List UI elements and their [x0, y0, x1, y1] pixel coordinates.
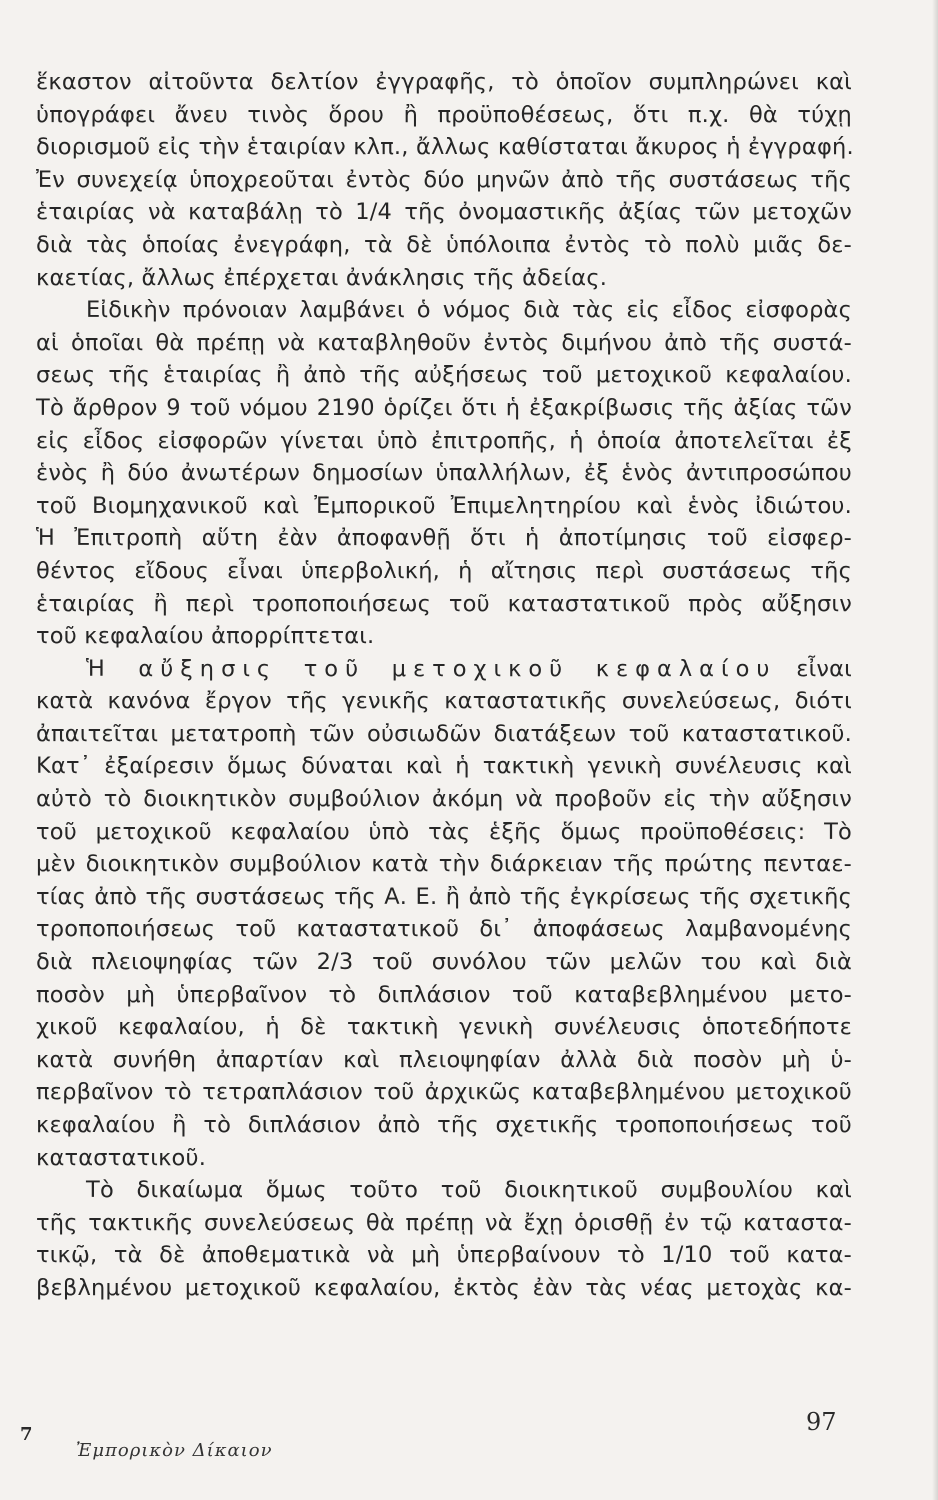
text-line: εἰς εἶδος εἰσφορῶν γίνεται ὑπὸ ἐπιτροπῆς, ἡ ὁποία ἀποτελεῖται ἐξ	[36, 427, 852, 454]
text-line: ἑταιρίας νὰ καταβάλῃ τὸ 1/4 τῆς ὀνομαστικῆς ἀξίας τῶν μετοχῶν	[36, 199, 852, 226]
text-line: Τὸ δικαίωμα ὅμως τοῦτο τοῦ διοικητικοῦ συμβουλίου καὶ	[86, 1177, 852, 1204]
text-line: διὰ τὰς ὁποίας ἐνεγράφη, τὰ δὲ ὑπόλοιπα ἐντὸς τὸ πολὺ μιᾶς δε-	[36, 231, 852, 258]
text-line: Ἐν συνεχείᾳ ὑποχρεοῦται ἐντὸς δύο μηνῶν ἀπὸ τῆς συστάσεως τῆς	[36, 166, 852, 193]
text-line: ἕκαστον αἰτοῦντα δελτίον ἐγγραφῆς, τὸ ὁποῖον συμπληρώνει καὶ	[36, 69, 852, 95]
text-line: ἑταιρίας ἢ περὶ τροποποιήσεως τοῦ καταστατικοῦ πρὸς αὔξησιν	[36, 590, 852, 617]
text-line: αὐτὸ τὸ διοικητικὸν συμβούλιον ἀκόμη νὰ προβοῦν εἰς τὴν αὔξησιν	[36, 786, 852, 813]
text-line: διορισμοῦ εἰς τὴν ἑταιρίαν κλπ., ἄλλως καθίσταται ἄκυρος ἡ ἐγγραφή.	[36, 134, 854, 161]
text-line: αἱ ὁποῖαι θὰ πρέπῃ νὰ καταβληθοῦν ἐντὸς διμήνου ἀπὸ τῆς συστά-	[36, 329, 852, 356]
emphasized-phrase: Ἡ αὔξησις τοῦ μετοχικοῦ κεφαλαίου	[86, 655, 777, 682]
text-line: τίας ἀπὸ τῆς συστάσεως τῆς Α. Ε. ἢ ἀπὸ τῆς ἐγκρίσεως τῆς σχετικῆς	[36, 883, 852, 910]
text-line: Ἡ Ἐπιτροπὴ αὕτη ἐὰν ἀποφανθῇ ὅτι ἡ ἀποτίμησις τοῦ εἰσφερ-	[36, 525, 852, 552]
text-line: κατὰ κανόνα ἔργον τῆς γενικῆς καταστατικῆς συνελεύσεως, διότι	[36, 688, 852, 715]
body-text	[36, 66, 852, 1305]
text-line: τοῦ κεφαλαίου ἀπορρίπτεται.	[36, 623, 375, 650]
text-line: ποσὸν μὴ ὑπερβαῖνον τὸ διπλάσιον τοῦ καταβεβλημένου μετο-	[36, 981, 852, 1008]
text-line: ἀπαιτεῖται μετατροπὴ τῶν οὐσιωδῶν διατάξεων τοῦ καταστατικοῦ.	[36, 720, 852, 747]
text-line: τοῦ μετοχικοῦ κεφαλαίου ὑπὸ τὰς ἑξῆς ὅμως προϋποθέσεις: Τὸ	[36, 818, 852, 845]
page-edge-shadow	[932, 0, 938, 1500]
text-line: σεως τῆς ἑταιρίας ἢ ἀπὸ τῆς αὐξήσεως τοῦ μετοχικοῦ κεφαλαίου.	[36, 362, 852, 389]
page-number: 97	[806, 1408, 837, 1436]
text-line: καετίας, ἄλλως ἐπέρχεται ἀνάκλησις τῆς ἀδείας.	[36, 264, 608, 291]
text-line: θέντος εἴδους εἶναι ὑπερβολική, ἡ αἴτησις περὶ συστάσεως τῆς	[36, 557, 852, 584]
emphasis-line-rest: εἶναι	[796, 655, 852, 682]
signature-mark: 7	[20, 1424, 33, 1445]
text-line: κατὰ συνήθη ἀπαρτίαν καὶ πλειοψηφίαν ἀλλὰ διὰ ποσὸν μὴ ὑ-	[36, 1046, 852, 1073]
text-line: τροποποιήσεως τοῦ καταστατικοῦ δι᾿ ἀποφάσεως λαμβανομένης	[36, 916, 852, 943]
text-line: μὲν διοικητικὸν συμβούλιον κατὰ τὴν διάρκειαν τῆς πρώτης πενταε-	[36, 851, 852, 878]
text-line: περβαῖνον τὸ τετραπλάσιον τοῦ ἀρχικῶς καταβεβλημένου μετοχικοῦ	[36, 1079, 852, 1106]
text-line: κεφαλαίου ἢ τὸ διπλάσιον ἀπὸ τῆς σχετικῆς τροποποιήσεως τοῦ	[36, 1112, 852, 1138]
text-line: καταστατικοῦ.	[36, 1144, 207, 1171]
text-line: Τὸ ἄρθρον 9 τοῦ νόμου 2190 ὁρίζει ὅτι ἡ ἐξακρίβωσις τῆς ἀξίας τῶν	[36, 394, 852, 421]
text-line: Κατ᾿ ἐξαίρεσιν ὅμως δύναται καὶ ἡ τακτικὴ γενικὴ συνέλευσις καὶ	[36, 753, 852, 780]
text-line: τικῷ, τὰ δὲ ἀποθεματικὰ νὰ μὴ ὑπερβαίνουν τὸ 1/10 τοῦ κατα-	[36, 1242, 852, 1269]
text-line: Εἰδικὴν πρόνοιαν λαμβάνει ὁ νόμος διὰ τὰς εἰς εἶδος εἰσφορὰς	[86, 297, 852, 324]
text-line: ἑνὸς ἢ δύο ἀνωτέρων δημοσίων ὑπαλλήλων, ἐξ ἑνὸς ἀντιπροσώπου	[36, 460, 852, 487]
text-line: τῆς τακτικῆς συνελεύσεως θὰ πρέπῃ νὰ ἔχῃ ὁρισθῇ ἐν τῷ καταστα-	[36, 1209, 852, 1236]
text-line: τοῦ Βιομηχανικοῦ καὶ Ἐμπορικοῦ Ἐπιμελητηρίου καὶ ἑνὸς ἰδιώτου.	[36, 492, 852, 519]
text-line: ὑπογράφει ἄνευ τινὸς ὅρου ἢ προϋποθέσεως, ὅτι π.χ. θὰ τύχῃ	[36, 101, 852, 128]
text-line: βεβλημένου μετοχικοῦ κεφαλαίου, ἐκτὸς ἐὰν τὰς νέας μετοχὰς κα-	[36, 1274, 852, 1301]
running-footer: Ἐμπορικὸν Δίκαιον	[76, 1440, 273, 1461]
emphasis-line	[36, 653, 852, 686]
text-line: διὰ πλειοψηφίας τῶν 2/3 τοῦ συνόλου τῶν μελῶν του καὶ διὰ	[36, 949, 852, 976]
text-line: χικοῦ κεφαλαίου, ἡ δὲ τακτικὴ γενικὴ συνέλευσις ὁποτεδήποτε	[36, 1014, 852, 1041]
